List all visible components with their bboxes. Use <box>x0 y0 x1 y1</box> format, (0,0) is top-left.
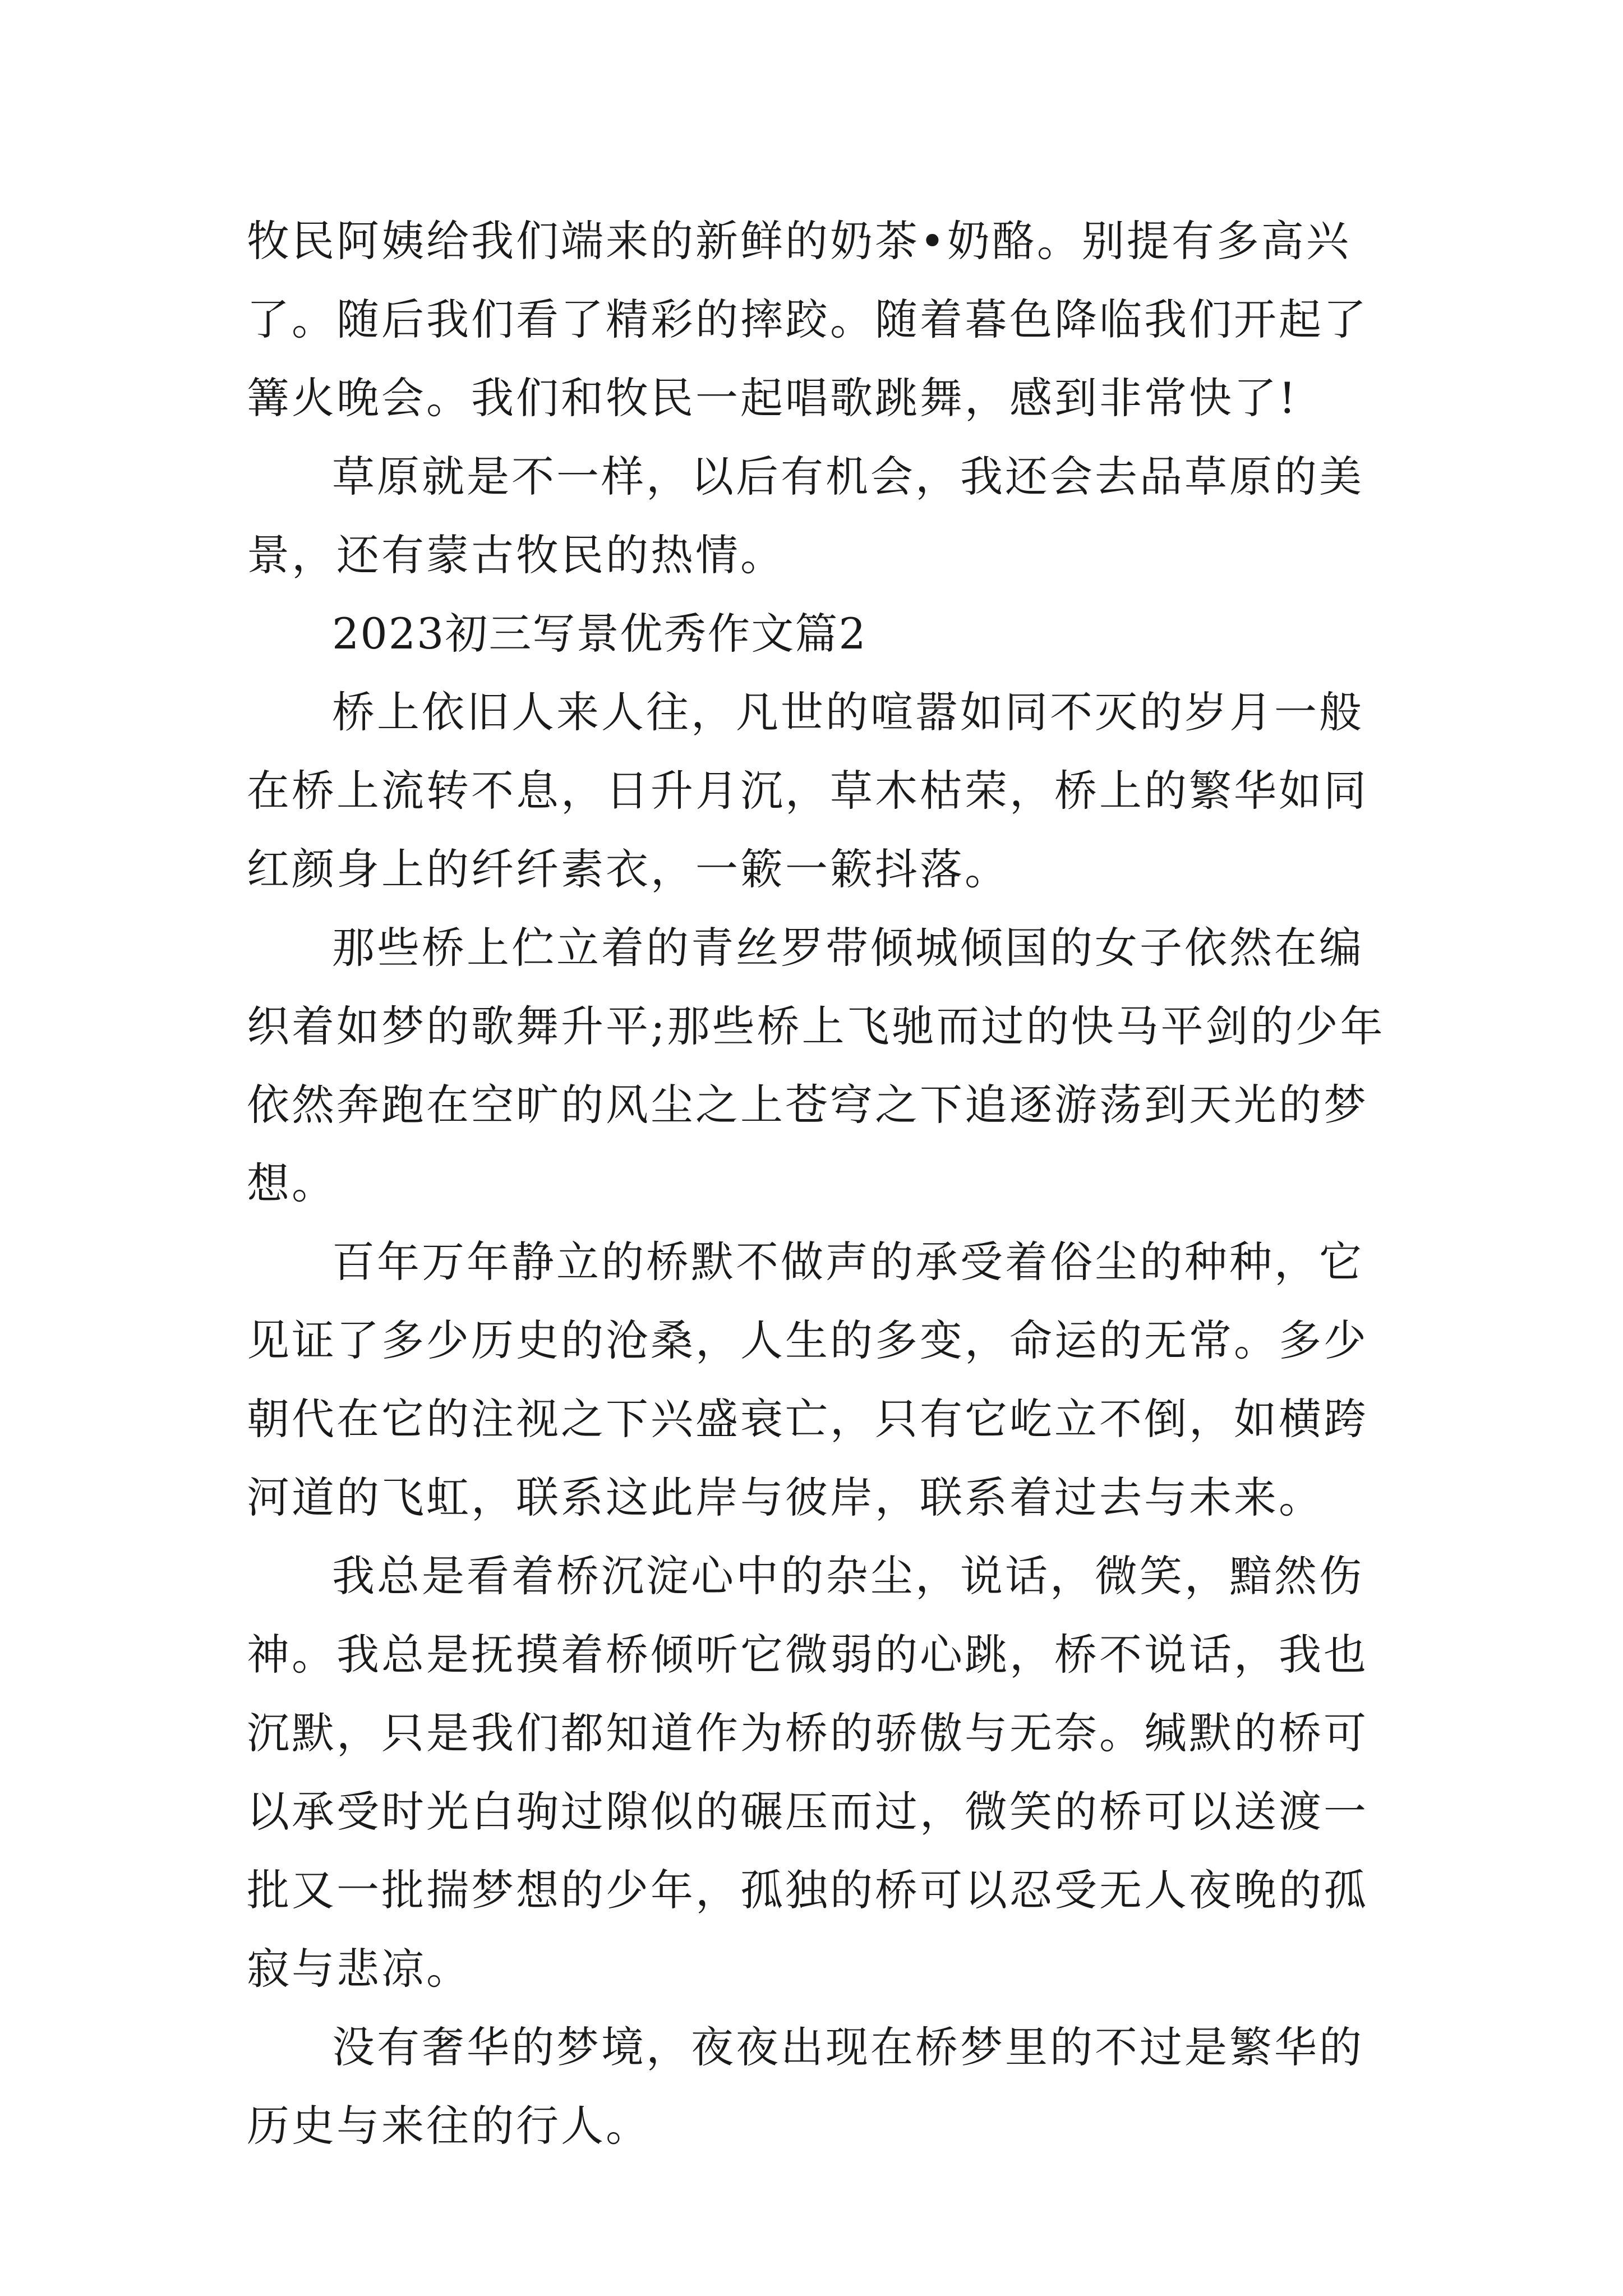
paragraph: 我总是看着桥沉淀心中的杂尘，说话，微笑，黯然伤神。我总是抚摸着桥倾听它微弱的心跳，桥不说话，我也沉默，只是我们都知道作为桥的骄傲与无奈。缄默的桥可以承受时光白驹过隙似的碾压而过，微笑的桥可以送渡一批又一批揣梦想的少年，孤独的桥可以忍受无人夜晚的孤寂与悲凉。 <box>247 1551 1368 1994</box>
paragraph: 草原就是不一样，以后有机会，我还会去品草原的美景，还有蒙古牧民的热情。 <box>247 452 1364 580</box>
document-body <box>247 202 1391 2165</box>
paragraph: 桥上依旧人来人往，凡世的喧嚣如同不灭的岁月一般在桥上流转不息，日升月沉，草木枯荣，桥上的繁华如同红颜身上的纤纤素衣，一簌一簌抖落。 <box>247 687 1368 894</box>
paragraph: 那些桥上伫立着的青丝罗带倾城倾国的女子依然在编织着如梦的歌舞升平;那些桥上飞驰而过的快马平剑的少年依然奔跑在空旷的风尘之上苍穹之下追逐游荡到天光的梦想。 <box>247 923 1385 1208</box>
paragraph-continuation: 牧民阿姨给我们端来的新鲜的奶茶•奶酪。别提有多高兴了。随后我们看了精彩的摔跤。随着暮色降临我们开起了篝火晚会。我们和牧民一起唱歌跳舞，感到非常快了! <box>247 216 1368 423</box>
paragraph: 没有奢华的梦境，夜夜出现在桥梦里的不过是繁华的历史与来往的行人。 <box>247 2022 1364 2151</box>
section-heading: 2023初三写景优秀作文篇2 <box>332 609 867 659</box>
paragraph: 百年万年静立的桥默不做声的承受着俗尘的种种，它见证了多少历史的沧桑，人生的多变，命运的无常。多少朝代在它的注视之下兴盛衰亡，只有它屹立不倒，如横跨河道的飞虹，联系这此岸与彼岸，联系着过去与未来。 <box>247 1237 1368 1522</box>
